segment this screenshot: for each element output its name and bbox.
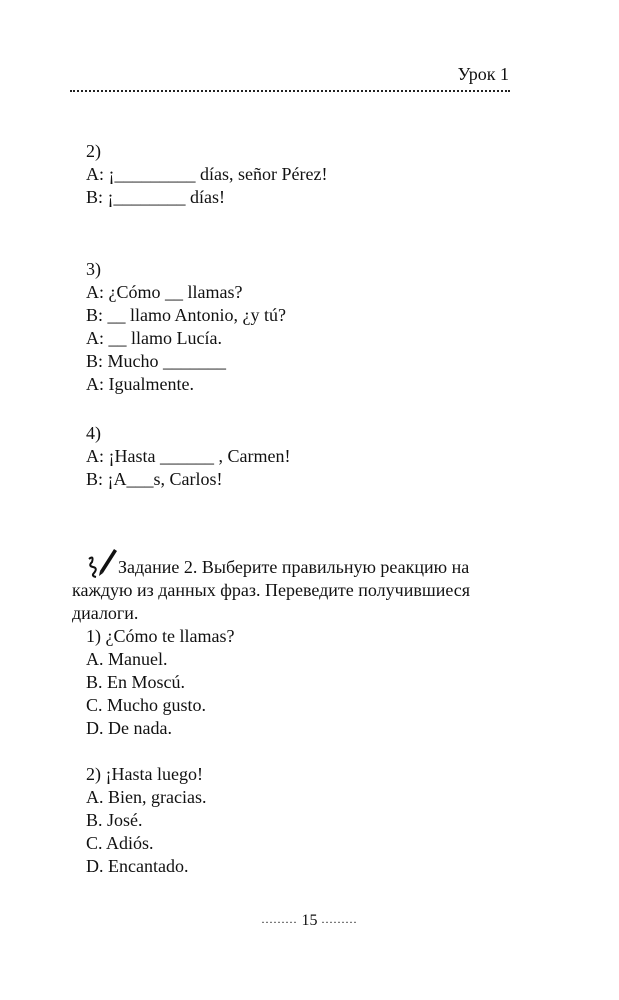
answer-option: D. De nada. <box>86 718 172 738</box>
task-heading: Задание 2. Выберите правильную реакцию на <box>118 557 470 577</box>
dialogue-line: B: ¡________ días! <box>86 187 225 207</box>
exercise-item-3 <box>86 258 286 396</box>
question-1 <box>86 625 516 740</box>
question-prompt: 1) ¿Cómo te llamas? <box>86 626 235 646</box>
pen-icon <box>86 545 118 579</box>
dialogue-line: B: __ llamo Antonio, ¿y tú? <box>86 305 286 325</box>
answer-option: C. Adiós. <box>86 833 154 853</box>
page-header-title: Урок 1 <box>457 64 509 84</box>
item-number: 3) <box>86 259 101 279</box>
answer-option: D. Encantado. <box>86 856 189 876</box>
header-divider <box>70 90 510 92</box>
item-number: 4) <box>86 423 101 443</box>
answer-option: A. Bien, gracias. <box>86 787 207 807</box>
dialogue-line: A: Igualmente. <box>86 374 194 394</box>
question-prompt: 2) ¡Hasta luego! <box>86 764 203 784</box>
task-heading-line <box>86 545 516 579</box>
footer-dots-left: ......... <box>261 912 298 926</box>
dialogue-line: A: ¡Hasta ______ , Carmen! <box>86 446 291 466</box>
answer-option: A. Manuel. <box>86 649 168 669</box>
task-2 <box>72 545 516 878</box>
dialogue-line: A: ¿Cómo __ llamas? <box>86 282 243 302</box>
answer-option: B. En Moscú. <box>86 672 185 692</box>
item-number: 2) <box>86 141 101 161</box>
answer-option: B. José. <box>86 810 143 830</box>
dialogue-line: B: ¡A___s, Carlos! <box>86 469 223 489</box>
exercise-item-2 <box>86 140 327 209</box>
page-footer <box>0 912 619 930</box>
answer-option: C. Mucho gusto. <box>86 695 207 715</box>
dialogue-line: A: __ llamo Lucía. <box>86 328 222 348</box>
page-number: 15 <box>301 912 318 929</box>
task-text-line: каждую из данных фраз. Переведите получившиеся <box>72 580 471 600</box>
task-text-line: диалоги. <box>72 603 139 623</box>
dialogue-line: A: ¡_________ días, señor Pérez! <box>86 164 328 184</box>
dialogue-line: B: Mucho _______ <box>86 351 227 371</box>
question-2 <box>86 763 516 878</box>
spacer <box>86 740 516 763</box>
exercise-item-4 <box>86 422 290 491</box>
footer-dots-right: ......... <box>321 912 358 926</box>
